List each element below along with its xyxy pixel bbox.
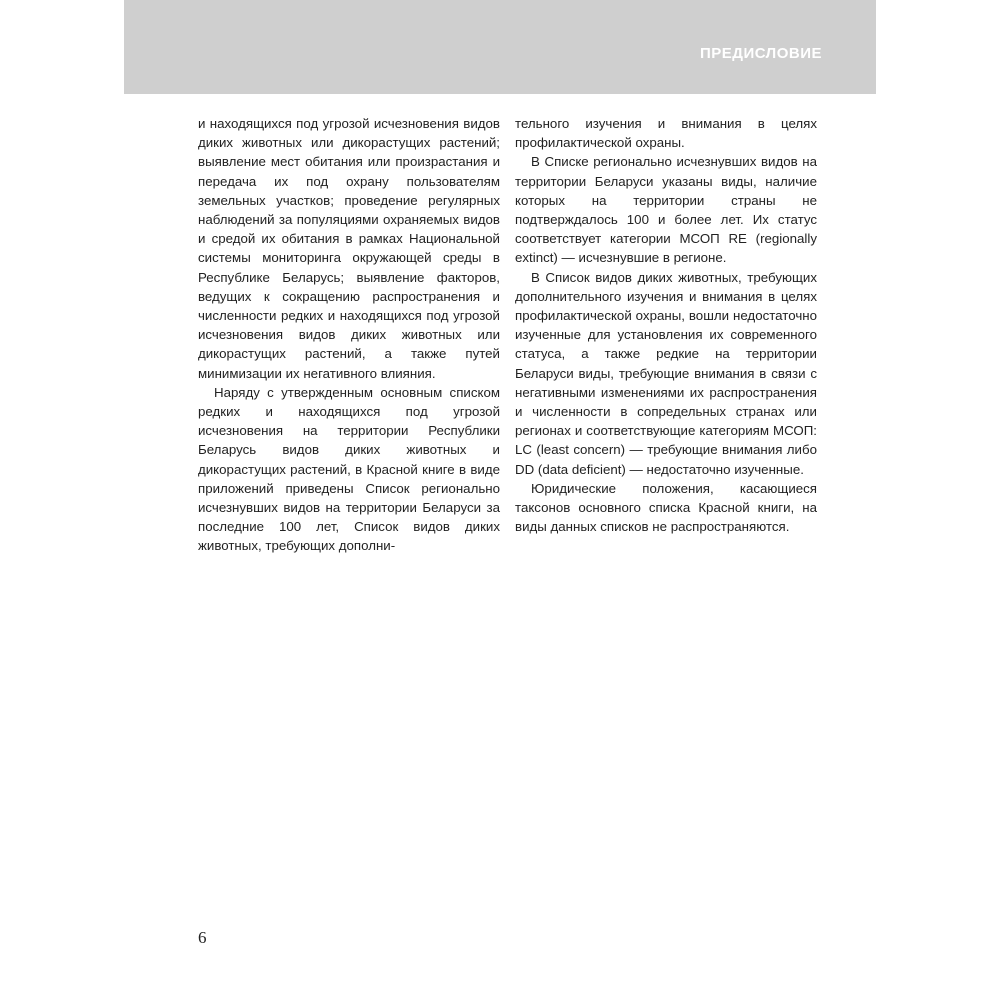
- book-page: [124, 0, 876, 1000]
- paragraph: В Список видов диких животных, требующих дополнительного изучения и внимания в целях профилактической охраны, вошли недостаточно изученные для установления их современного статуса, а также редкие на территории Беларуси виды, требующие внимания в связи с негативными изменениями их распространения и численности в сопредельных странах или регионах и соответствующие категориям МСОП: LC (least concern) — требующие внимания либо DD (data deficient) — недостаточно изученные.: [515, 269, 817, 477]
- paragraph: Наряду с утвержденным основным списком редких и находящихся под угрозой исчезновения на территории Республики Беларусь видов диких животных и дикорастущих растений, в Красной книге в виде приложений приведены Список регионально исчезнувших видов на территории Беларуси за последние 100 лет, Список видов диких животных, требующих дополни-: [198, 384, 500, 554]
- header-band: [124, 0, 876, 94]
- paragraph: и находящихся под угрозой исчезновения видов диких животных или дикорастущих растений; выявление мест обитания или произрастания и передача их под охрану пользователям земельных участков; проведение регулярных наблюдений за популяциями охраняемых видов и средой их обитания в рамках Национальной системы мониторинга окружающей среды в Республике Беларусь; выявление факторов, ведущих к сокращению распространения и численности редких и находящихся под угрозой исчезновения видов диких животных или дикорастущих растений, а также путей минимизации их негативного влияния.: [198, 116, 500, 381]
- paragraph: тельного изучения и внимания в целях профилактической охраны.: [515, 116, 817, 151]
- page-number: 6: [198, 928, 207, 947]
- paragraph: В Списке регионально исчезнувших видов на территории Беларуси указаны виды, наличие которых на территории страны не подтверждалось 100 и более лет. Их статус соответствует категории МСОП RE (regionally extinct) — исчезнувшие в регионе.: [515, 154, 817, 266]
- section-title: ПРЕДИСЛОВИЕ: [699, 45, 822, 62]
- text-column-right: [515, 114, 817, 536]
- paragraph: Юридические положения, касающиеся таксонов основного списка Красной книги, на виды данных списков не распространяются.: [515, 480, 817, 535]
- text-column-left: [198, 114, 500, 556]
